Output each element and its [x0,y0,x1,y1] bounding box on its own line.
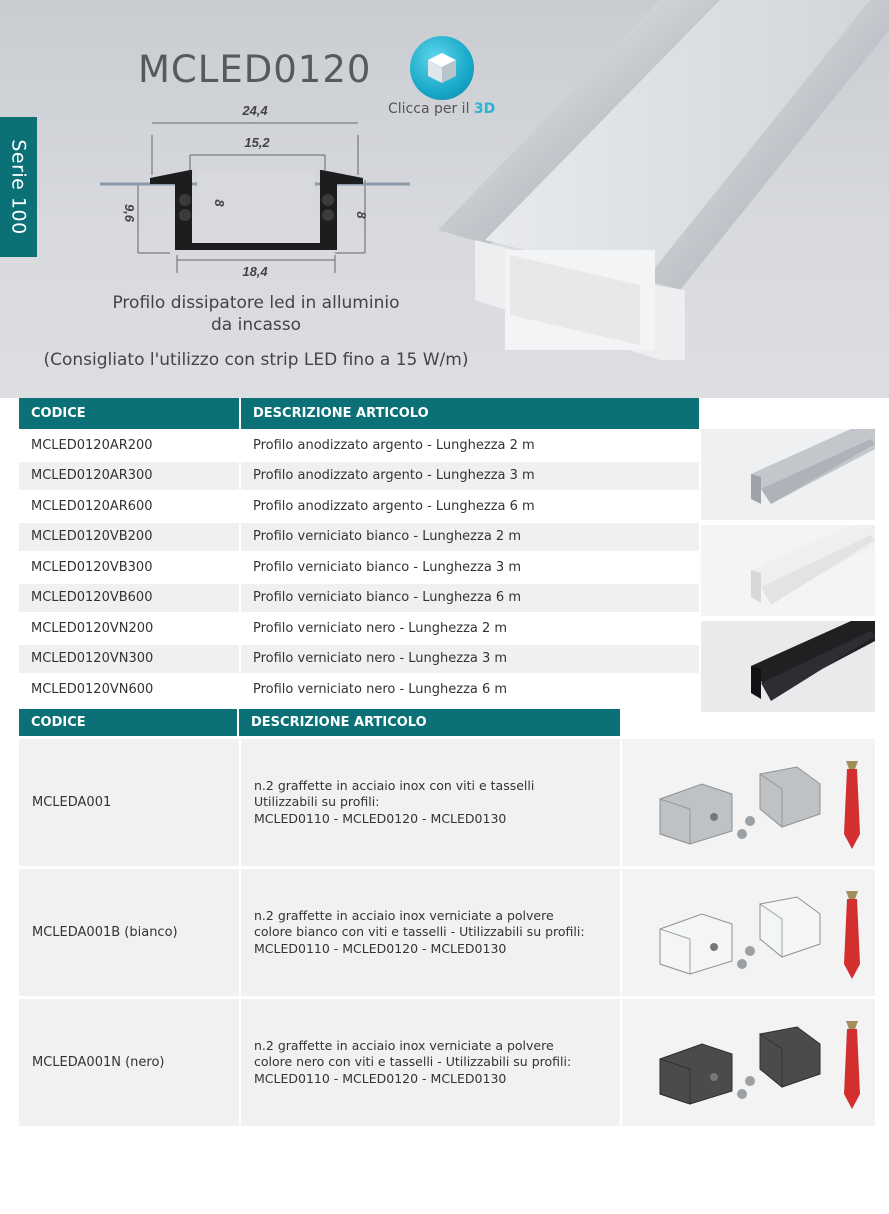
profiles-table [19,398,699,704]
row-description-line: n.2 graffette in acciaio inox verniciate a polvere [254,1037,554,1053]
series-tab-label: Serie 100 [7,139,30,235]
row-code: MCLEDA001N (nero) [19,999,239,1126]
product-title: MCLED0120 [138,48,372,91]
row-code: MCLED0120AR300 [19,462,241,491]
row-description [241,999,620,1126]
row-description [241,739,620,866]
dim-top-width: 24,4 [242,103,268,118]
header-code: CODICE [19,709,239,736]
product-description [30,292,482,370]
row-code: MCLED0120AR200 [19,431,241,460]
row-description: Profilo verniciato bianco - Lunghezza 6 m [253,590,521,606]
clip-kit-image [622,739,875,866]
profile-thumbnails [701,429,875,717]
usage-note: (Consigliato l'utilizzo con strip LED fino a 15 W/m) [43,350,469,370]
table-row [19,869,875,996]
table-row [19,614,699,643]
dim-height-right: 8 [354,211,369,219]
row-description-line: n.2 graffette in acciaio inox con viti e tasselli [254,777,535,793]
header-code: CODICE [19,398,241,429]
profile-render-image [430,0,889,370]
dim-inner-width: 15,2 [244,135,270,150]
row-code: MCLED0120VB200 [19,523,241,552]
row-description-line: MCLED0110 - MCLED0120 - MCLED0130 [254,940,507,956]
profile-white-image [701,525,875,616]
dim-base-width: 18,4 [242,264,268,279]
row-code: MCLED0120VB300 [19,553,241,582]
header-description: DESCRIZIONE ARTICOLO [251,715,427,730]
row-description: Profilo verniciato nero - Lunghezza 3 m [253,651,508,667]
row-description: Profilo anodizzato argento - Lunghezza 6 m [253,498,535,514]
header-description: DESCRIZIONE ARTICOLO [253,406,429,421]
row-description [241,869,620,996]
row-description: Profilo anodizzato argento - Lunghezza 3 m [253,468,535,484]
row-code: MCLED0120VN300 [19,645,241,674]
view-3d-highlight: 3D [473,101,496,117]
row-description: Profilo verniciato nero - Lunghezza 6 m [253,681,508,697]
table-row [19,492,699,521]
description-line-1: Profilo dissipatore led in alluminio [112,293,400,313]
table-row [19,675,699,704]
row-description-line: n.2 graffette in acciaio inox verniciate a polvere [254,907,554,923]
row-description-line: colore bianco con viti e tasselli - Utilizzabili su profili: [254,924,585,940]
row-description: Profilo verniciato bianco - Lunghezza 3 m [253,559,521,575]
table-row [19,999,875,1126]
profile-silver-image [701,429,875,520]
dim-height-inner: 8 [212,199,227,207]
row-description-line: colore nero con viti e tasselli - Utilizzabili su profili: [254,1054,572,1070]
clip-kit-image [622,869,875,996]
row-description-line: MCLED0110 - MCLED0120 - MCLED0130 [254,810,507,826]
description-line-2: da incasso [211,315,301,335]
view-3d-label: Clicca per il 3D [388,101,496,117]
dim-height-left: 9,6 [122,203,137,223]
row-code: MCLEDA001B (bianco) [19,869,239,996]
row-code: MCLED0120VN200 [19,614,241,643]
table-row [19,645,699,674]
accessories-table-header [19,709,620,736]
table-row [19,431,699,460]
row-description-line: Utilizzabili su profili: [254,794,380,810]
table-row [19,553,699,582]
series-tab [0,117,37,257]
technical-drawing [95,95,425,285]
row-description: Profilo anodizzato argento - Lunghezza 2 m [253,437,535,453]
row-code: MCLEDA001 [19,739,239,866]
clip-kit-image [622,999,875,1126]
table-row [19,739,875,866]
row-code: MCLED0120VB600 [19,584,241,613]
row-code: MCLED0120VN600 [19,675,241,704]
row-description: Profilo verniciato nero - Lunghezza 2 m [253,620,508,636]
row-description-line: MCLED0110 - MCLED0120 - MCLED0130 [254,1070,507,1086]
accessories-table [19,709,875,1126]
table-row [19,462,699,491]
row-code: MCLED0120AR600 [19,492,241,521]
table-row [19,523,699,552]
hero-banner [0,0,889,398]
table-row [19,584,699,613]
profile-black-image [701,621,875,712]
row-description: Profilo verniciato bianco - Lunghezza 2 m [253,529,521,545]
profiles-table-header [19,398,699,429]
